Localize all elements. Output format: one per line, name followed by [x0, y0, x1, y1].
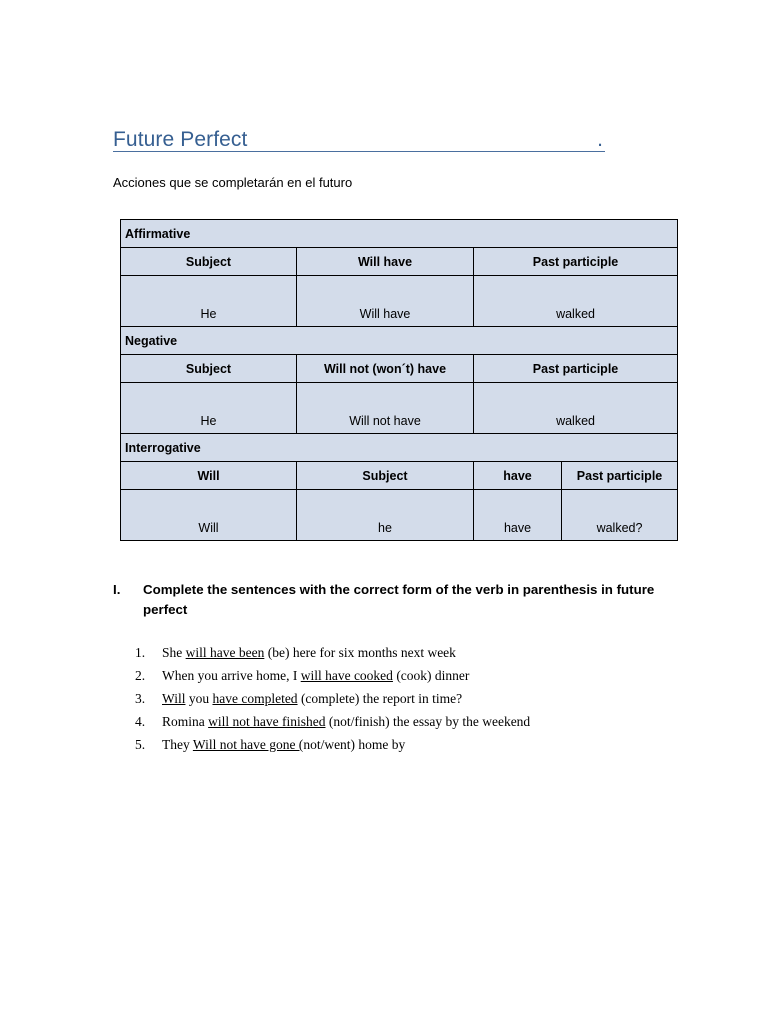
answer-text: Will not have gone ( [192, 737, 304, 752]
sentence-text: They [162, 737, 193, 752]
page-title: Future Perfect [113, 128, 248, 151]
sentence-list [135, 643, 695, 758]
answer-text: will have been [185, 645, 265, 660]
answer-text: Will [162, 691, 186, 706]
section-row-interrogative [121, 434, 678, 462]
sentence-text: (cook) dinner [392, 668, 470, 683]
sentence-text: (not/finish) the essay by the weekend [325, 714, 531, 729]
sentence-text: (complete) the report in time? [297, 691, 463, 706]
sentence-text: (be) here for six months next week [264, 645, 456, 660]
value-cell: Will [121, 490, 297, 541]
header-cell: Past participle [562, 462, 678, 490]
header-cell: Will not (won´t) have [297, 355, 474, 383]
header-cell: have [474, 462, 562, 490]
header-row-interrogative [121, 462, 678, 490]
grammar-table [120, 219, 678, 541]
value-row-negative [121, 383, 678, 434]
value-row-affirmative [121, 276, 678, 327]
header-cell: Subject [121, 355, 297, 383]
value-cell: walked? [562, 490, 678, 541]
value-cell: Will have [297, 276, 474, 327]
section-row-negative [121, 327, 678, 355]
header-cell: Subject [121, 248, 297, 276]
header-cell: Past participle [474, 248, 678, 276]
item-number: 5. [135, 737, 146, 752]
value-cell: he [297, 490, 474, 541]
value-cell: have [474, 490, 562, 541]
exercise-instruction: Complete the sentences with the correct form of the verb in parenthesis in future perfect [143, 582, 655, 617]
value-cell: He [121, 276, 297, 327]
answer-text: have completed [212, 691, 298, 706]
value-cell: He [121, 383, 297, 434]
sentence-text: not/went) home by [303, 737, 406, 752]
value-cell: walked [474, 383, 678, 434]
list-item [135, 666, 695, 689]
list-item [135, 689, 695, 712]
list-item [135, 643, 695, 666]
section-label-interrogative: Interrogative [121, 434, 678, 462]
item-number: 3. [135, 691, 146, 706]
section-label-negative: Negative [121, 327, 678, 355]
header-row-affirmative [121, 248, 678, 276]
section-label-affirmative: Affirmative [121, 220, 678, 248]
item-number: 1. [135, 645, 146, 660]
value-cell: walked [474, 276, 678, 327]
subtitle: Acciones que se completarán en el futuro [113, 175, 353, 190]
value-cell: Will not have [297, 383, 474, 434]
title-dot: . [597, 128, 603, 151]
sentence-text: She [162, 645, 186, 660]
item-number: 2. [135, 668, 146, 683]
section-row-affirmative [121, 220, 678, 248]
sentence-text: you [185, 691, 213, 706]
answer-text: will not have finished [208, 714, 326, 729]
sentence-text: When you arrive home, I [162, 668, 301, 683]
header-cell: Past participle [474, 355, 678, 383]
item-number: 4. [135, 714, 146, 729]
header-row-negative [121, 355, 678, 383]
value-row-interrogative [121, 490, 678, 541]
list-item [135, 712, 695, 735]
title-underline [113, 127, 605, 152]
header-cell: Subject [297, 462, 474, 490]
answer-text: will have cooked [300, 668, 393, 683]
header-cell: Will [121, 462, 297, 490]
list-item [135, 735, 695, 758]
exercise-number: I. [113, 582, 121, 597]
sentence-text: Romina [162, 714, 209, 729]
header-cell: Will have [297, 248, 474, 276]
